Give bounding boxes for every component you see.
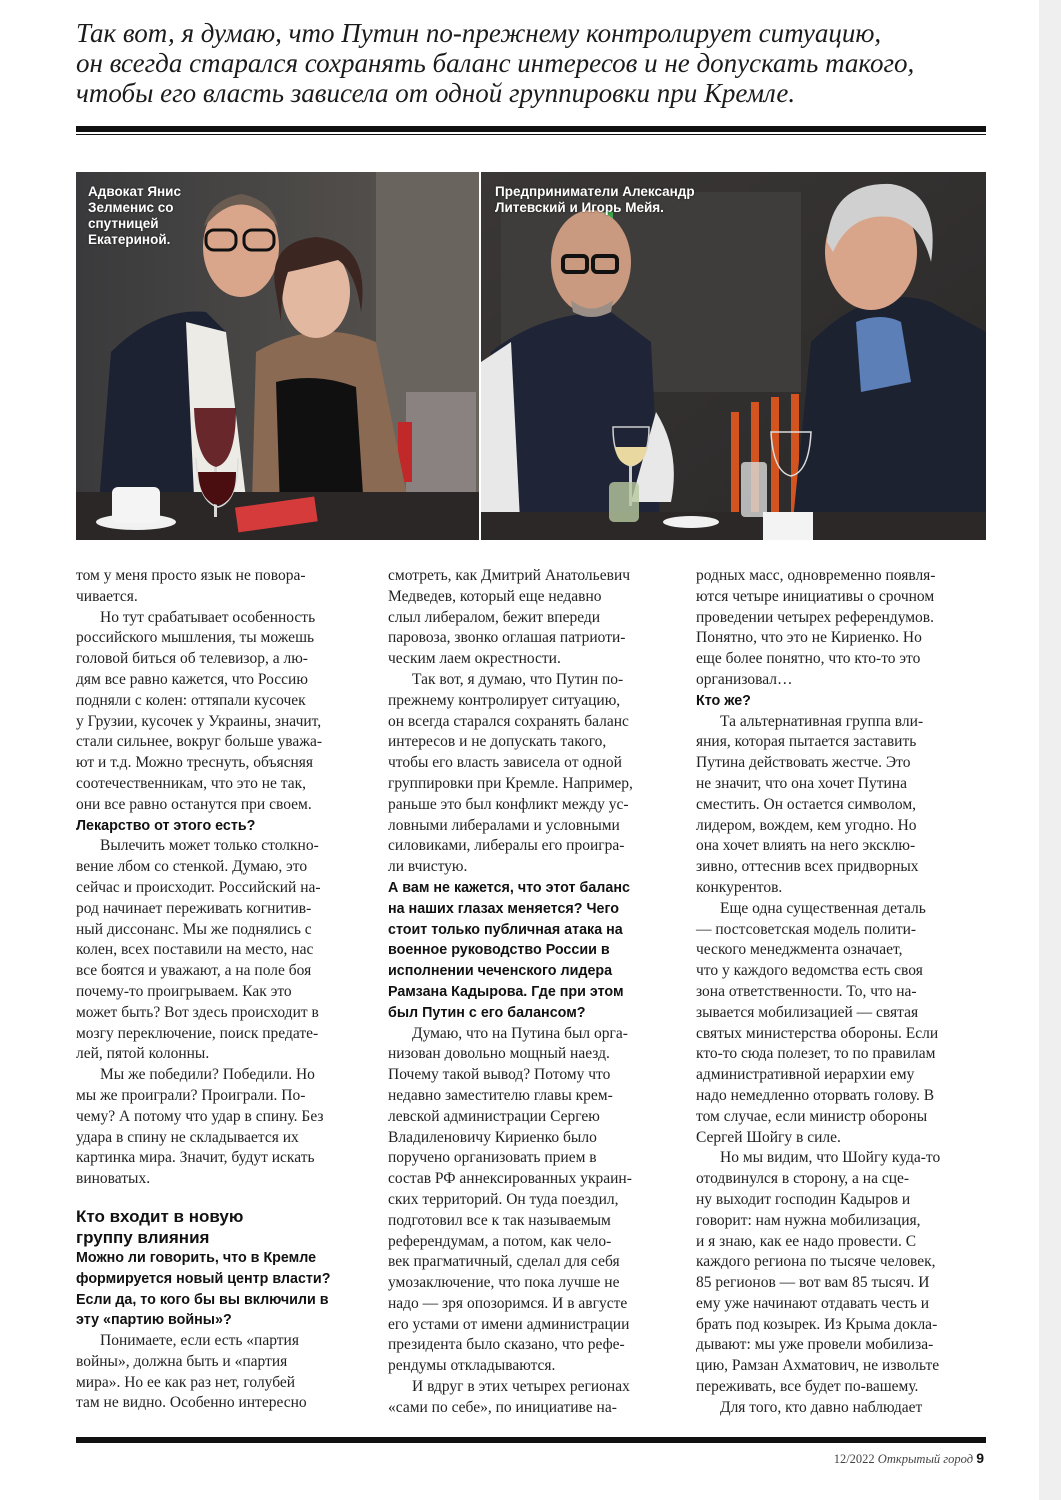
question-line: Лекарство от этого есть? [76,817,256,834]
text-line: век прагматичный, сделал для себя [388,1253,620,1271]
text-line: — постсоветская модель полити- [696,920,917,938]
text-line: ются четыре инициативы о срочном [696,587,935,605]
text-line: чтобы его власть зависела от одной [388,754,622,772]
pull-quote-line: чтобы его власть зависела от одной группировки при Кремле. [76,78,796,108]
text-line: российского мышления, ты можешь [76,629,315,647]
text-line: род начинает переживать когнитив- [76,899,312,917]
text-line: у Грузии, кусочек у Украины, значит, [76,712,322,730]
text-line: ческого менеджмента означает, [696,941,903,959]
subheading-line: Кто входит в новую [76,1206,244,1226]
text-line: подготовил все к так называемым [388,1211,611,1229]
text-line: стали сильнее, вокруг больше уважа- [76,733,322,751]
text-line: она хочет влиять на него эксклю- [696,837,916,855]
pull-quote-line: он всегда старался сохранять баланс интересов и не допускать такого, [76,48,915,78]
caption-line: Предприниматели Александр [495,184,695,199]
text-line: брать под козырек. Из Крыма доклa- [696,1315,938,1333]
text-line: низован довольно мощный наезд. [388,1045,610,1063]
page-number: 9 [976,1450,984,1466]
text-line: лидером, вождем, кем угодно. Но [696,816,917,834]
text-line: референдумам, а потом, как чело- [388,1232,612,1250]
text-line: Но мы видим, что Шойгу куда-то [720,1149,941,1167]
question-line: Если да, то кого бы вы включили в [76,1291,329,1308]
text-line: Сергей Шойгу в силе. [696,1128,841,1146]
text-line: может быть? Вот здесь происходит в [76,1003,319,1021]
text-line: переживать, все будет по-вашему. [696,1378,919,1396]
text-line: Владиленовичу Кириенко было [388,1128,597,1146]
text-line: надо — зря опозоримся. И в августе [388,1294,628,1312]
text-line: Так вот, я думаю, что Путин по- [412,670,624,688]
text-line: Думаю, что на Путина был орга- [412,1024,628,1042]
text-line: Мы же победили? Победили. Но [100,1066,315,1084]
caption-line: Адвокат Янис [88,184,181,199]
text-line: отодвинулся в сторону, а на сце- [696,1170,910,1188]
text-line: там не видно. Особенно интересно [76,1394,307,1412]
text-line: яния, которая пытается заставить [696,733,917,751]
text-line: левской администрации Сергею [388,1107,600,1125]
pull-quote [76,18,996,108]
question-line: эту «партию войны»? [76,1312,232,1329]
page-footer [834,1450,984,1467]
text-line: Вылечить может только столкно- [100,837,319,855]
text-line: зывается мобилизацией — святая [696,1003,919,1021]
text-line: картинка мира. Значит, будут искать [76,1149,315,1167]
text-line: вение лбом со стенкой. Думаю, это [76,858,308,876]
photo-right-caption [495,184,695,216]
text-line: организовал… [696,670,793,688]
text-line: колен, всех поставили на место, нас [76,941,314,959]
text-line: что у каждого ведомства есть своя [696,962,923,980]
text-line: ный диссонанс. Мы же поднялись с [76,920,312,938]
text-line: еще более понятно, что кто-то это [696,650,921,668]
question-line: военное руководство России в [388,942,610,959]
question-line: формируется новый центр власти? [76,1270,331,1287]
question-line: стоит только публичная атака на [388,921,623,938]
question-line: был Путин с его балансом? [388,1004,586,1021]
text-line: И вдруг в этих четырех регионах [412,1378,630,1396]
text-line: рендумы откладываются. [388,1357,556,1375]
text-line: умозаключение, что пока лучше не [388,1274,620,1292]
text-line: соотечественникам, что это не так, [76,774,307,792]
text-line: войны», должна быть и «партия [76,1352,288,1370]
photo-entrepreneurs [481,172,986,540]
text-line: мы же проиграли? Проиграли. По- [76,1086,306,1104]
text-line: мозгу переключение, поиск предате- [76,1024,319,1042]
page-edge [1039,0,1061,1500]
text-line: Но тут срабатывает особенность [100,608,316,626]
text-line: 85 регионов — вот вам 85 тысяч. И [696,1274,930,1292]
article-column-3 [696,566,986,1419]
text-line: том случае, если министр обороны [696,1107,928,1125]
text-line: Понятно, что это не Кириенко. Но [696,629,922,647]
text-line: его устами от имени администрации [388,1315,630,1333]
text-line: чему? А потому что удар в спину. Без [76,1107,324,1125]
text-line: лей, пятой колонны. [76,1045,210,1063]
text-line: дям все равно кажется, что Россию [76,670,308,688]
question-line: на наших глазах меняется? Чего [388,900,619,917]
text-line: мира». Но ее как раз нет, голубей [76,1373,296,1391]
text-line: Путина действовать жестче. Это [696,754,911,772]
article-column-1 [76,566,374,1414]
text-line: надо немедленно оторвать голову. В [696,1086,935,1104]
text-line: ловными либералами и условными [388,816,620,834]
photo-left-caption [88,184,181,248]
text-line: головой биться об телевизор, а лю- [76,650,308,668]
text-line: и я знаю, как ее надо провести. С [696,1232,917,1250]
text-line: интересов и не допускать такого, [388,733,607,751]
caption-line: Зелменис со [88,200,174,215]
text-line: раньше это был конфликт между ус- [388,795,629,813]
top-rule [76,126,986,132]
caption-line: спутницей [88,216,159,231]
text-line: том у меня просто язык не повора- [76,567,306,584]
pull-quote-line: Так вот, я думаю, что Путин по-прежнему контролирует ситуацию, [76,18,882,48]
question-line: исполнении чеченского лидера [388,963,613,980]
photo-right-illustration [481,172,986,540]
text-line: Та альтернативная группа вли- [720,712,924,730]
text-line: удара в спину не складывается их [76,1128,299,1146]
text-line: силовиками, либералы его проигра- [388,837,625,855]
text-line: сейчас и происходит. Российский на- [76,878,321,896]
top-rule-thin [76,134,986,135]
text-line: чивается. [76,587,138,605]
question-line: Рамзана Кадырова. Где при этом [388,983,624,1000]
text-line: поручено организовать прием в [388,1149,597,1167]
text-line: не значит, что она хочет Путина [696,774,907,792]
caption-line: Литевский и Игорь Мейя. [495,200,664,215]
text-line: цию, Рамзан Ахматович, не извольте [696,1357,940,1375]
caption-line: Екатериной. [88,232,171,247]
text-line: паровоза, звонко оглашая патриоти- [388,629,626,647]
text-line: дывают: мы уже провели мобилиза- [696,1336,934,1354]
text-line: прежнему контролирует ситуацию, [388,691,621,709]
text-line: Медведев, который еще недавно [388,587,602,605]
text-line: ему уже начинают отдавать честь и [696,1294,930,1312]
photo-lawyer-and-companion [76,172,479,540]
text-line: Для того, кто давно наблюдает [720,1398,923,1416]
issue-number: 12/2022 [833,1452,875,1466]
text-line: состав РФ аннексированных украин- [388,1170,632,1188]
question-line: Кто же? [696,692,751,709]
magazine-title: Открытый город [877,1452,974,1466]
text-line: родных масс, одновременно появля- [696,567,936,584]
text-line: слыл либералом, бежит впереди [388,608,601,626]
text-line: смотреть, как Дмитрий Анатольевич [388,567,631,584]
text-line: президента было сказано, что рефе- [388,1336,625,1354]
text-line: зивно, оттеснив всех придворных [696,858,919,876]
spacer [76,1190,374,1206]
text-line: ют и т.д. Можно треснуть, объясняя [76,754,314,772]
text-line: Еще одна существенная деталь [720,899,926,917]
text-line: говорит: нам нужна мобилизация, [696,1211,921,1229]
question-line: А вам не кажется, что этот баланс [388,879,630,896]
text-line: Почему такой вывод? Потому что [388,1066,611,1084]
text-line: они все равно останутся при своем. [76,795,312,813]
text-line: зона ответственности. То, что на- [696,982,917,1000]
subheading-line: группу влияния [76,1227,210,1247]
text-line: Понимаете, если есть «партия [100,1332,299,1350]
text-line: святых министерства обороны. Если [696,1024,939,1042]
text-line: «сами по себе», по инициативе на- [388,1398,617,1416]
text-line: каждого региона по тысяче человек, [696,1253,936,1271]
text-line: проведении четырех референдумов. [696,608,934,626]
text-line: виноватых. [76,1170,151,1188]
text-line: группировки при Кремле. Например, [388,774,633,792]
text-line: почему-то проигрываем. Как это [76,982,292,1000]
text-line: ческим лаем окрестности. [388,650,561,668]
text-line: недавно заместителю главы крем- [388,1086,613,1104]
text-line: кто-то сюда полезет, то по правилам [696,1045,936,1063]
text-line: ских территорий. Он туда поездил, [388,1190,619,1208]
bottom-rule [76,1437,986,1443]
text-line: ли вчистую. [388,858,468,876]
text-line: он всегда старался сохранять баланс [388,712,629,730]
text-line: подняли с колен: оттяпали кусочек [76,691,306,709]
article-column-2 [388,566,678,1419]
text-line: административной иерархии ему [696,1066,915,1084]
text-line: сместить. Он остается символом, [696,795,917,813]
text-line: все боятся и уважают, а на поле боя [76,962,312,980]
text-line: конкурентов. [696,878,783,896]
text-line: ну выходит господин Кадыров и [696,1190,911,1208]
question-line: Можно ли говорить, что в Кремле [76,1249,317,1266]
